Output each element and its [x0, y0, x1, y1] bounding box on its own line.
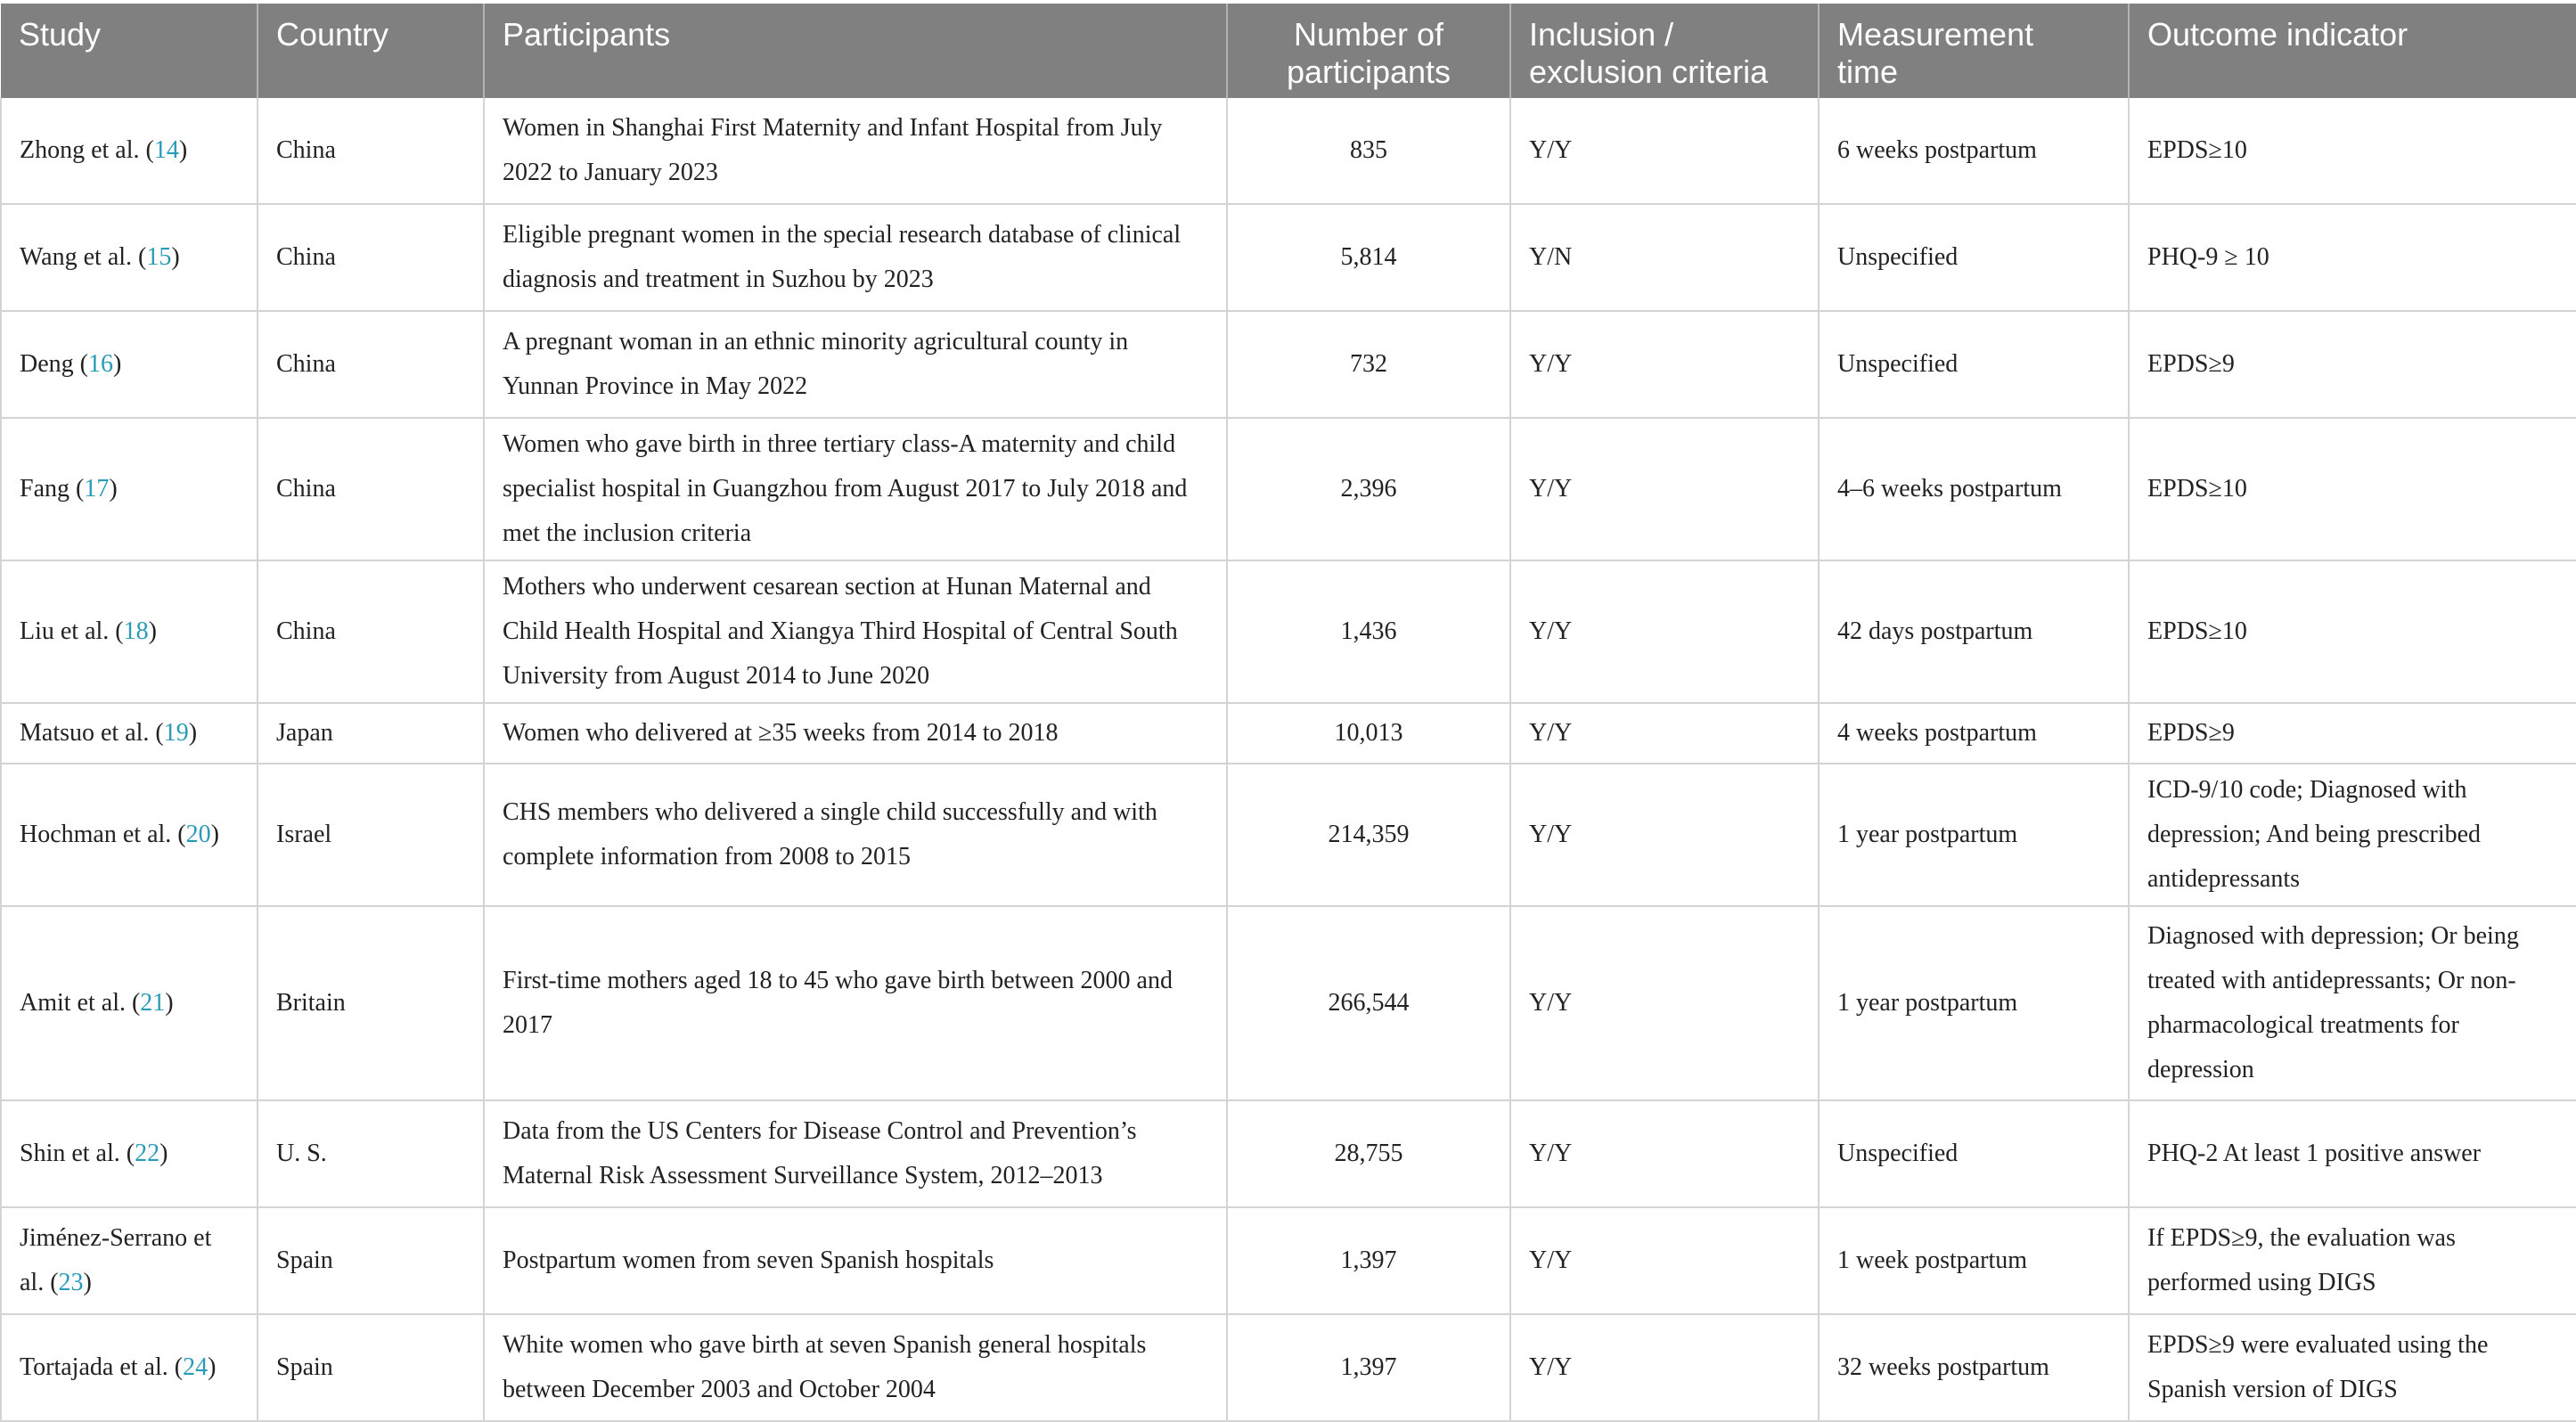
time-cell: 4–6 weeks postpartum — [1819, 418, 2129, 560]
country-cell: China — [258, 204, 484, 311]
number-cell: 1,397 — [1227, 1207, 1510, 1314]
criteria-cell: Y/Y — [1510, 1207, 1819, 1314]
time-cell: 1 year postpartum — [1819, 906, 2129, 1100]
reference-link[interactable]: 15 — [146, 243, 172, 271]
table-row — [1, 1314, 2576, 1421]
criteria-cell: Y/Y — [1510, 906, 1819, 1100]
study-cell: Hochman et al. (20) — [1, 764, 258, 906]
number-cell: 835 — [1227, 98, 1510, 204]
study-cell: Fang (17) — [1, 418, 258, 560]
criteria-cell: Y/Y — [1510, 1314, 1819, 1421]
table-row — [1, 204, 2576, 311]
participants-cell: Eligible pregnant women in the special research database of clinical diagnosis and treatment in Suzhou by 2023 — [484, 204, 1227, 311]
time-cell: Unspecified — [1819, 311, 2129, 418]
header-outcome: Outcome indicator — [2129, 4, 2576, 98]
header-participants: Participants — [484, 4, 1227, 98]
outcome-cell: PHQ-9 ≥ 10 — [2129, 204, 2576, 311]
participants-cell: White women who gave birth at seven Spanish general hospitals between December 2003 and October 2004 — [484, 1314, 1227, 1421]
reference-link[interactable]: 23 — [58, 1269, 84, 1296]
outcome-cell: EPDS≥10 — [2129, 418, 2576, 560]
number-cell: 266,544 — [1227, 906, 1510, 1100]
criteria-cell: Y/Y — [1510, 311, 1819, 418]
participants-cell: Data from the US Centers for Disease Control and Prevention’s Maternal Risk Assessment Surveillance System, 2012–2013 — [484, 1100, 1227, 1207]
header-study: Study — [1, 4, 258, 98]
table-row — [1, 703, 2576, 764]
header-time: Measurement time — [1819, 4, 2129, 98]
time-cell: 4 weeks postpartum — [1819, 703, 2129, 764]
table-row — [1, 418, 2576, 560]
table-row — [1, 906, 2576, 1100]
study-cell: Tortajada et al. (24) — [1, 1314, 258, 1421]
outcome-cell: EPDS≥10 — [2129, 98, 2576, 204]
study-cell: Wang et al. (15) — [1, 204, 258, 311]
participants-cell: Postpartum women from seven Spanish hospitals — [484, 1207, 1227, 1314]
participants-cell: Women who gave birth in three tertiary class-A maternity and child specialist hospital in Guangzhou from August 2017 to July 2018 and met the inclusion criteria — [484, 418, 1227, 560]
number-cell: 2,396 — [1227, 418, 1510, 560]
criteria-cell: Y/Y — [1510, 703, 1819, 764]
study-cell: Deng (16) — [1, 311, 258, 418]
time-cell: 42 days postpartum — [1819, 560, 2129, 703]
country-cell: U. S. — [258, 1100, 484, 1207]
table-row — [1, 560, 2576, 703]
number-cell: 732 — [1227, 311, 1510, 418]
country-cell: Britain — [258, 906, 484, 1100]
outcome-cell: If EPDS≥9, the evaluation was performed using DIGS — [2129, 1207, 2576, 1314]
time-cell: Unspecified — [1819, 1100, 2129, 1207]
studies-table — [0, 4, 2576, 1422]
table-row — [1, 764, 2576, 906]
outcome-cell: EPDS≥9 — [2129, 703, 2576, 764]
participants-cell: A pregnant woman in an ethnic minority agricultural county in Yunnan Province in May 2022 — [484, 311, 1227, 418]
criteria-cell: Y/Y — [1510, 1100, 1819, 1207]
outcome-cell: EPDS≥10 — [2129, 560, 2576, 703]
reference-link[interactable]: 24 — [183, 1353, 209, 1381]
header-row — [1, 4, 2576, 98]
number-cell: 10,013 — [1227, 703, 1510, 764]
country-cell: Japan — [258, 703, 484, 764]
time-cell: 1 year postpartum — [1819, 764, 2129, 906]
table-row — [1, 1207, 2576, 1314]
time-cell: 32 weeks postpartum — [1819, 1314, 2129, 1421]
outcome-cell: PHQ-2 At least 1 positive answer — [2129, 1100, 2576, 1207]
country-cell: Israel — [258, 764, 484, 906]
outcome-cell: EPDS≥9 were evaluated using the Spanish version of DIGS — [2129, 1314, 2576, 1421]
header-number: Number of participants — [1227, 4, 1510, 98]
header-country: Country — [258, 4, 484, 98]
reference-link[interactable]: 19 — [163, 719, 189, 747]
outcome-cell: EPDS≥9 — [2129, 311, 2576, 418]
number-cell: 28,755 — [1227, 1100, 1510, 1207]
participants-cell: CHS members who delivered a single child successfully and with complete information from 2008 to 2015 — [484, 764, 1227, 906]
study-cell: Shin et al. (22) — [1, 1100, 258, 1207]
study-cell: Matsuo et al. (19) — [1, 703, 258, 764]
study-cell: Zhong et al. (14) — [1, 98, 258, 204]
criteria-cell: Y/Y — [1510, 560, 1819, 703]
number-cell: 5,814 — [1227, 204, 1510, 311]
country-cell: China — [258, 311, 484, 418]
table-row — [1, 98, 2576, 204]
participants-cell: Mothers who underwent cesarean section at Hunan Maternal and Child Health Hospital and Xiangya Third Hospital of Central South University from August 2014 to June 2020 — [484, 560, 1227, 703]
number-cell: 1,436 — [1227, 560, 1510, 703]
table-row — [1, 1100, 2576, 1207]
participants-cell: First-time mothers aged 18 to 45 who gave birth between 2000 and 2017 — [484, 906, 1227, 1100]
number-cell: 1,397 — [1227, 1314, 1510, 1421]
reference-link[interactable]: 16 — [87, 350, 113, 378]
reference-link[interactable]: 21 — [140, 989, 166, 1017]
study-cell: Jiménez-Serrano et al. (23) — [1, 1207, 258, 1314]
reference-link[interactable]: 20 — [185, 821, 211, 848]
criteria-cell: Y/N — [1510, 204, 1819, 311]
country-cell: China — [258, 418, 484, 560]
reference-link[interactable]: 17 — [84, 475, 110, 503]
number-cell: 214,359 — [1227, 764, 1510, 906]
reference-link[interactable]: 18 — [123, 617, 149, 645]
study-cell: Liu et al. (18) — [1, 560, 258, 703]
outcome-cell: Diagnosed with depression; Or being treated with antidepressants; Or non-pharmacological treatments for depression — [2129, 906, 2576, 1100]
table-row — [1, 311, 2576, 418]
time-cell: Unspecified — [1819, 204, 2129, 311]
study-cell: Amit et al. (21) — [1, 906, 258, 1100]
participants-cell: Women in Shanghai First Maternity and Infant Hospital from July 2022 to January 2023 — [484, 98, 1227, 204]
criteria-cell: Y/Y — [1510, 98, 1819, 204]
header-criteria: Inclusion / exclusion criteria — [1510, 4, 1819, 98]
country-cell: China — [258, 560, 484, 703]
country-cell: Spain — [258, 1314, 484, 1421]
participants-cell: Women who delivered at ≥35 weeks from 2014 to 2018 — [484, 703, 1227, 764]
reference-link[interactable]: 14 — [153, 136, 179, 164]
outcome-cell: ICD-9/10 code; Diagnosed with depression; And being prescribed antidepressants — [2129, 764, 2576, 906]
criteria-cell: Y/Y — [1510, 764, 1819, 906]
country-cell: China — [258, 98, 484, 204]
time-cell: 1 week postpartum — [1819, 1207, 2129, 1314]
reference-link[interactable]: 22 — [135, 1140, 160, 1167]
country-cell: Spain — [258, 1207, 484, 1314]
time-cell: 6 weeks postpartum — [1819, 98, 2129, 204]
criteria-cell: Y/Y — [1510, 418, 1819, 560]
